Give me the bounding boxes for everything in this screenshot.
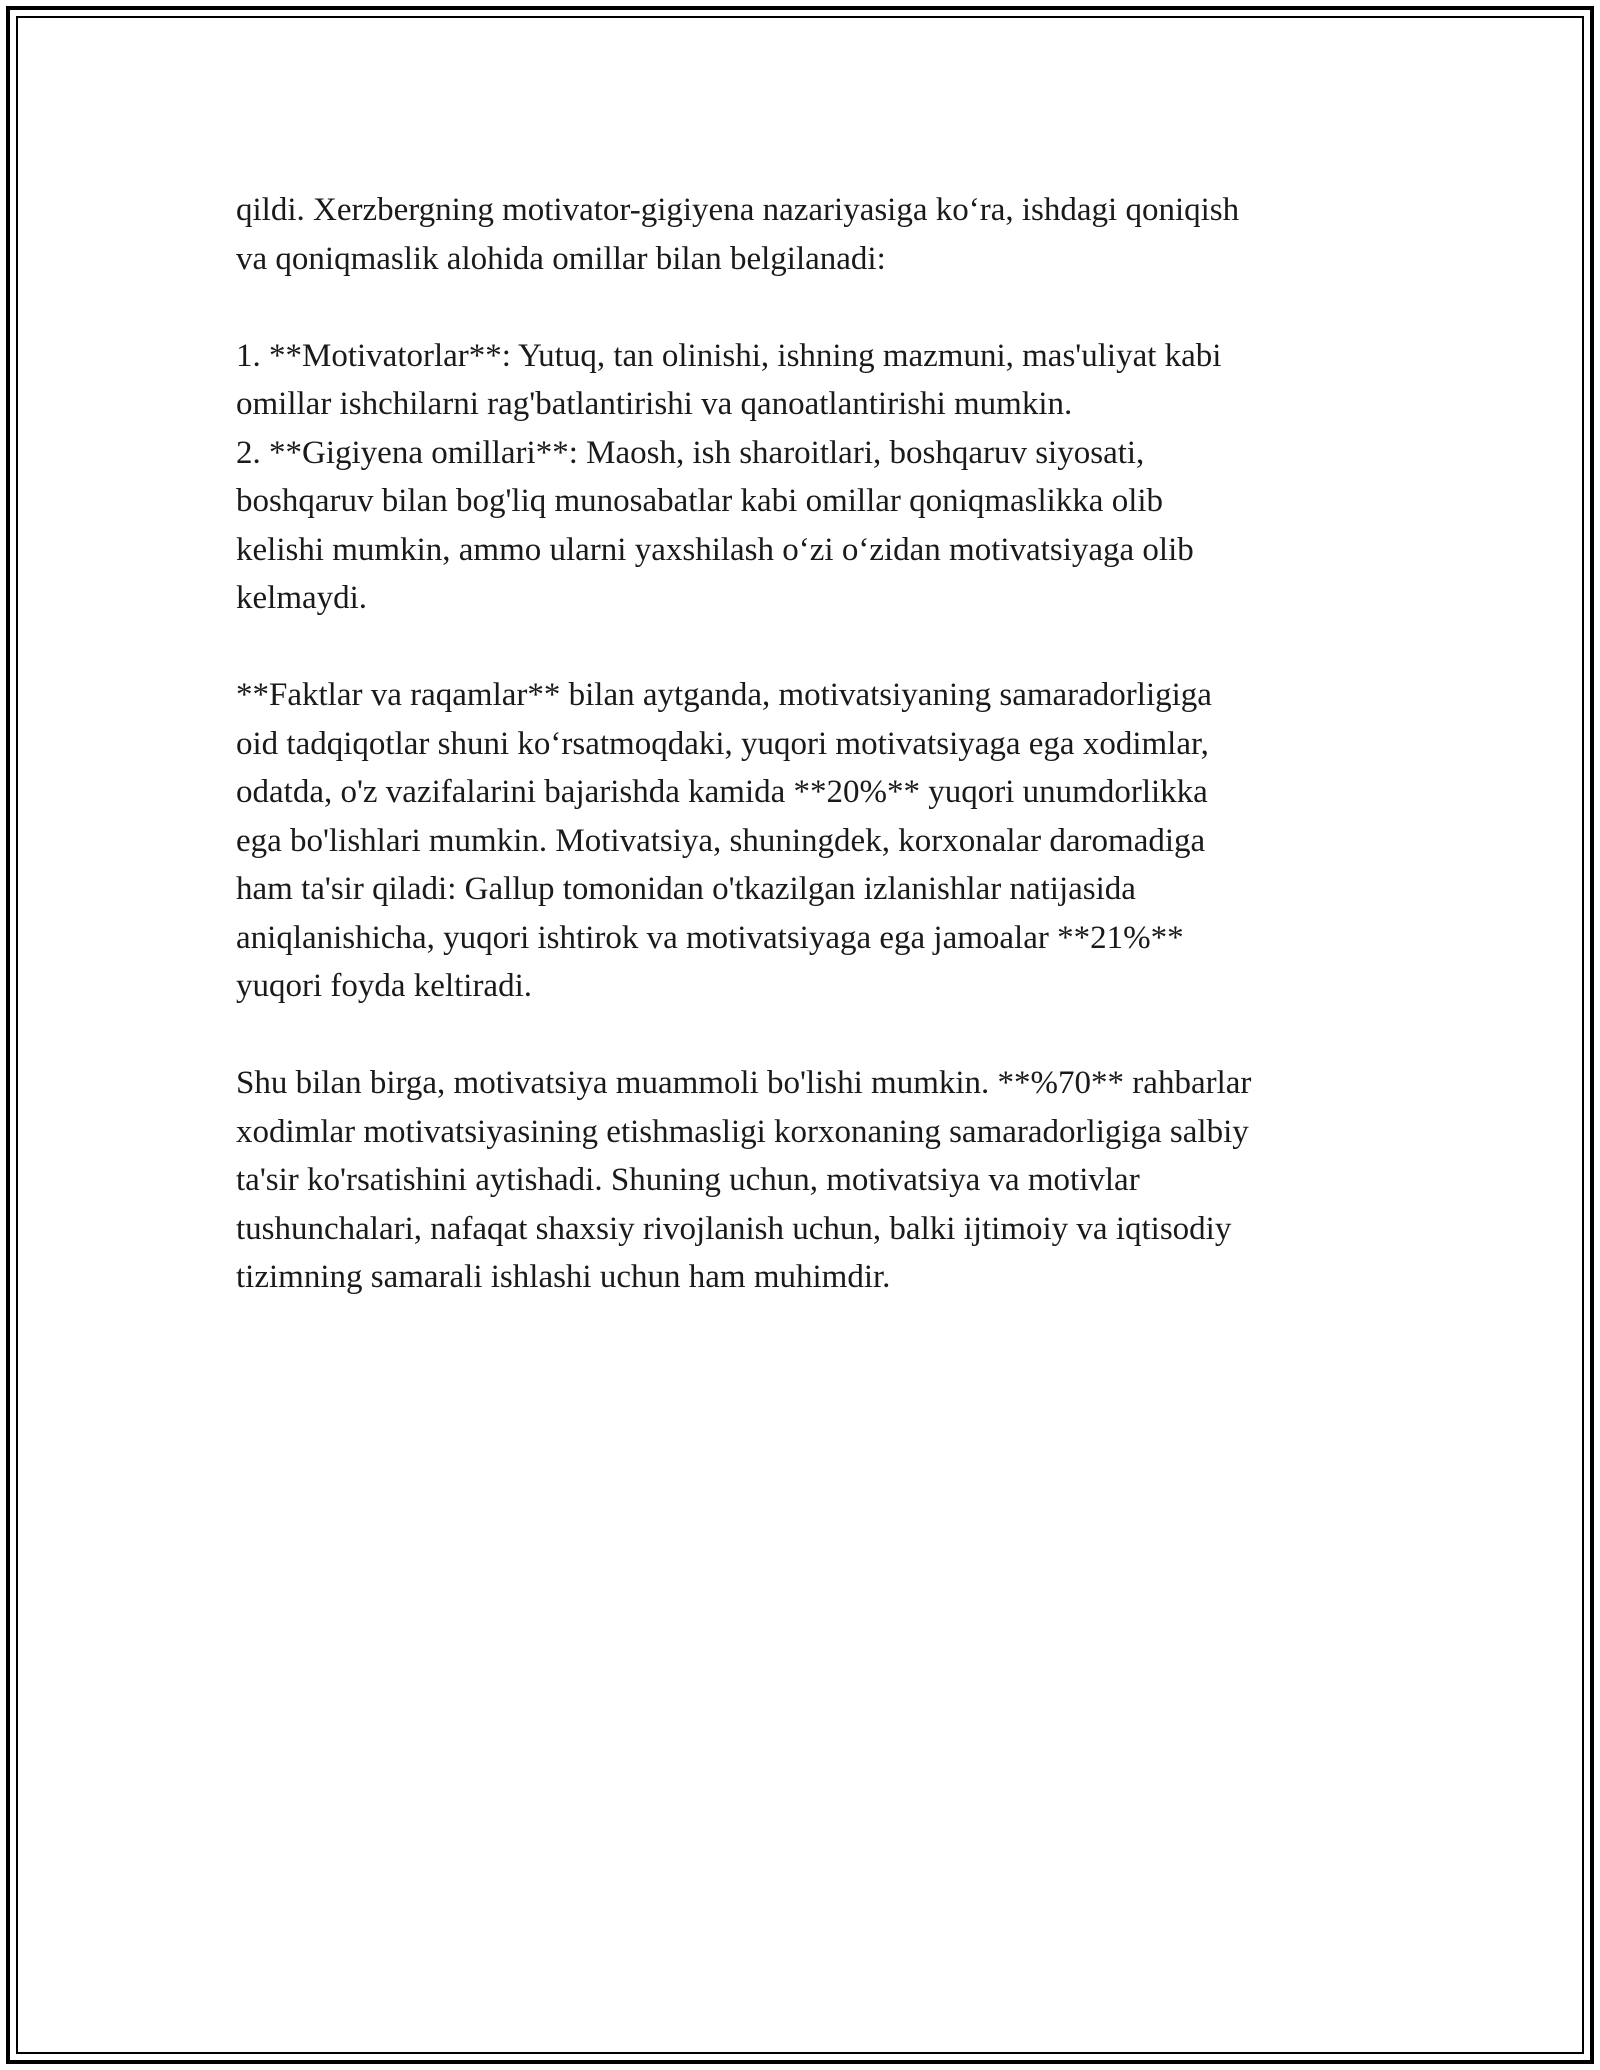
paragraph-gap (236, 623, 1386, 672)
text-line: odatda, o'z vazifalarini bajarishda kamida **20%** yuqori unumdorlikka (236, 774, 1208, 810)
text-line: tushunchalari, nafaqat shaxsiy rivojlanish uchun, balki ijtimoiy va iqtisodiy (236, 1210, 1232, 1247)
text-line: va qoniqmaslik alohida omillar bilan belgilanadi: (236, 240, 886, 277)
paragraph-conclusion (236, 1059, 1386, 1302)
numbered-list (236, 332, 1386, 623)
list-item-motivators: 1. **Motivatorlar**: Yutuq, tan olinishi, ishning mazmuni, mas'uliyat kabi (236, 337, 1222, 374)
text-line: ham ta'sir qiladi: Gallup tomonidan o'tkazilgan izlanishlar natijasida (236, 871, 1136, 907)
text-line: tizimning samarali ishlashi uchun ham muhimdir. (236, 1259, 891, 1295)
text-line: kelishi mumkin, ammo ularni yaxshilash o‘zi o‘zidan motivatsiyaga olib (236, 531, 1194, 568)
text-line: oid tadqiqotlar shuni ko‘rsatmoqdaki, yuqori motivatsiyaga ega xodimlar, (236, 725, 1209, 762)
text-line: aniqlanishicha, yuqori ishtirok va motivatsiyaga ega jamoalar **21%** (236, 919, 1184, 956)
paragraph-intro (236, 186, 1386, 283)
document-body (236, 186, 1386, 1302)
text-line: omillar ishchilarni rag'batlantirishi va qanoatlantirishi mumkin. (236, 386, 1073, 422)
text-line: ega bo'lishlari mumkin. Motivatsiya, shuningdek, korxonalar daromadiga (236, 822, 1206, 859)
paragraph-gap (236, 283, 1386, 332)
text-line: ta'sir ko'rsatishini aytishadi. Shuning uchun, motivatsiya va motivlar (236, 1162, 1140, 1198)
paragraph-facts (236, 671, 1386, 1011)
text-line: xodimlar motivatsiyasining etishmasligi korxonaning samaradorligiga salbiy (236, 1113, 1249, 1150)
text-line: kelmaydi. (236, 580, 368, 616)
text-line: **Faktlar va raqamlar** bilan aytganda, motivatsiyaning samaradorligiga (236, 677, 1212, 713)
paragraph-gap (236, 1011, 1386, 1060)
list-item-hygiene-factors: 2. **Gigiyena omillari**: Maosh, ish sharoitlari, boshqaruv siyosati, (236, 434, 1145, 471)
text-line: boshqaruv bilan bog'liq munosabatlar kabi omillar qoniqmaslikka olib (236, 483, 1164, 519)
text-line: Shu bilan birga, motivatsiya muammoli bo'lishi mumkin. **%70** rahbarlar (236, 1065, 1252, 1101)
text-line: qildi. Xerzbergning motivator-gigiyena nazariyasiga ko‘ra, ishdagi qoniqish (236, 192, 1240, 228)
text-line: yuqori foyda keltiradi. (236, 968, 533, 1004)
